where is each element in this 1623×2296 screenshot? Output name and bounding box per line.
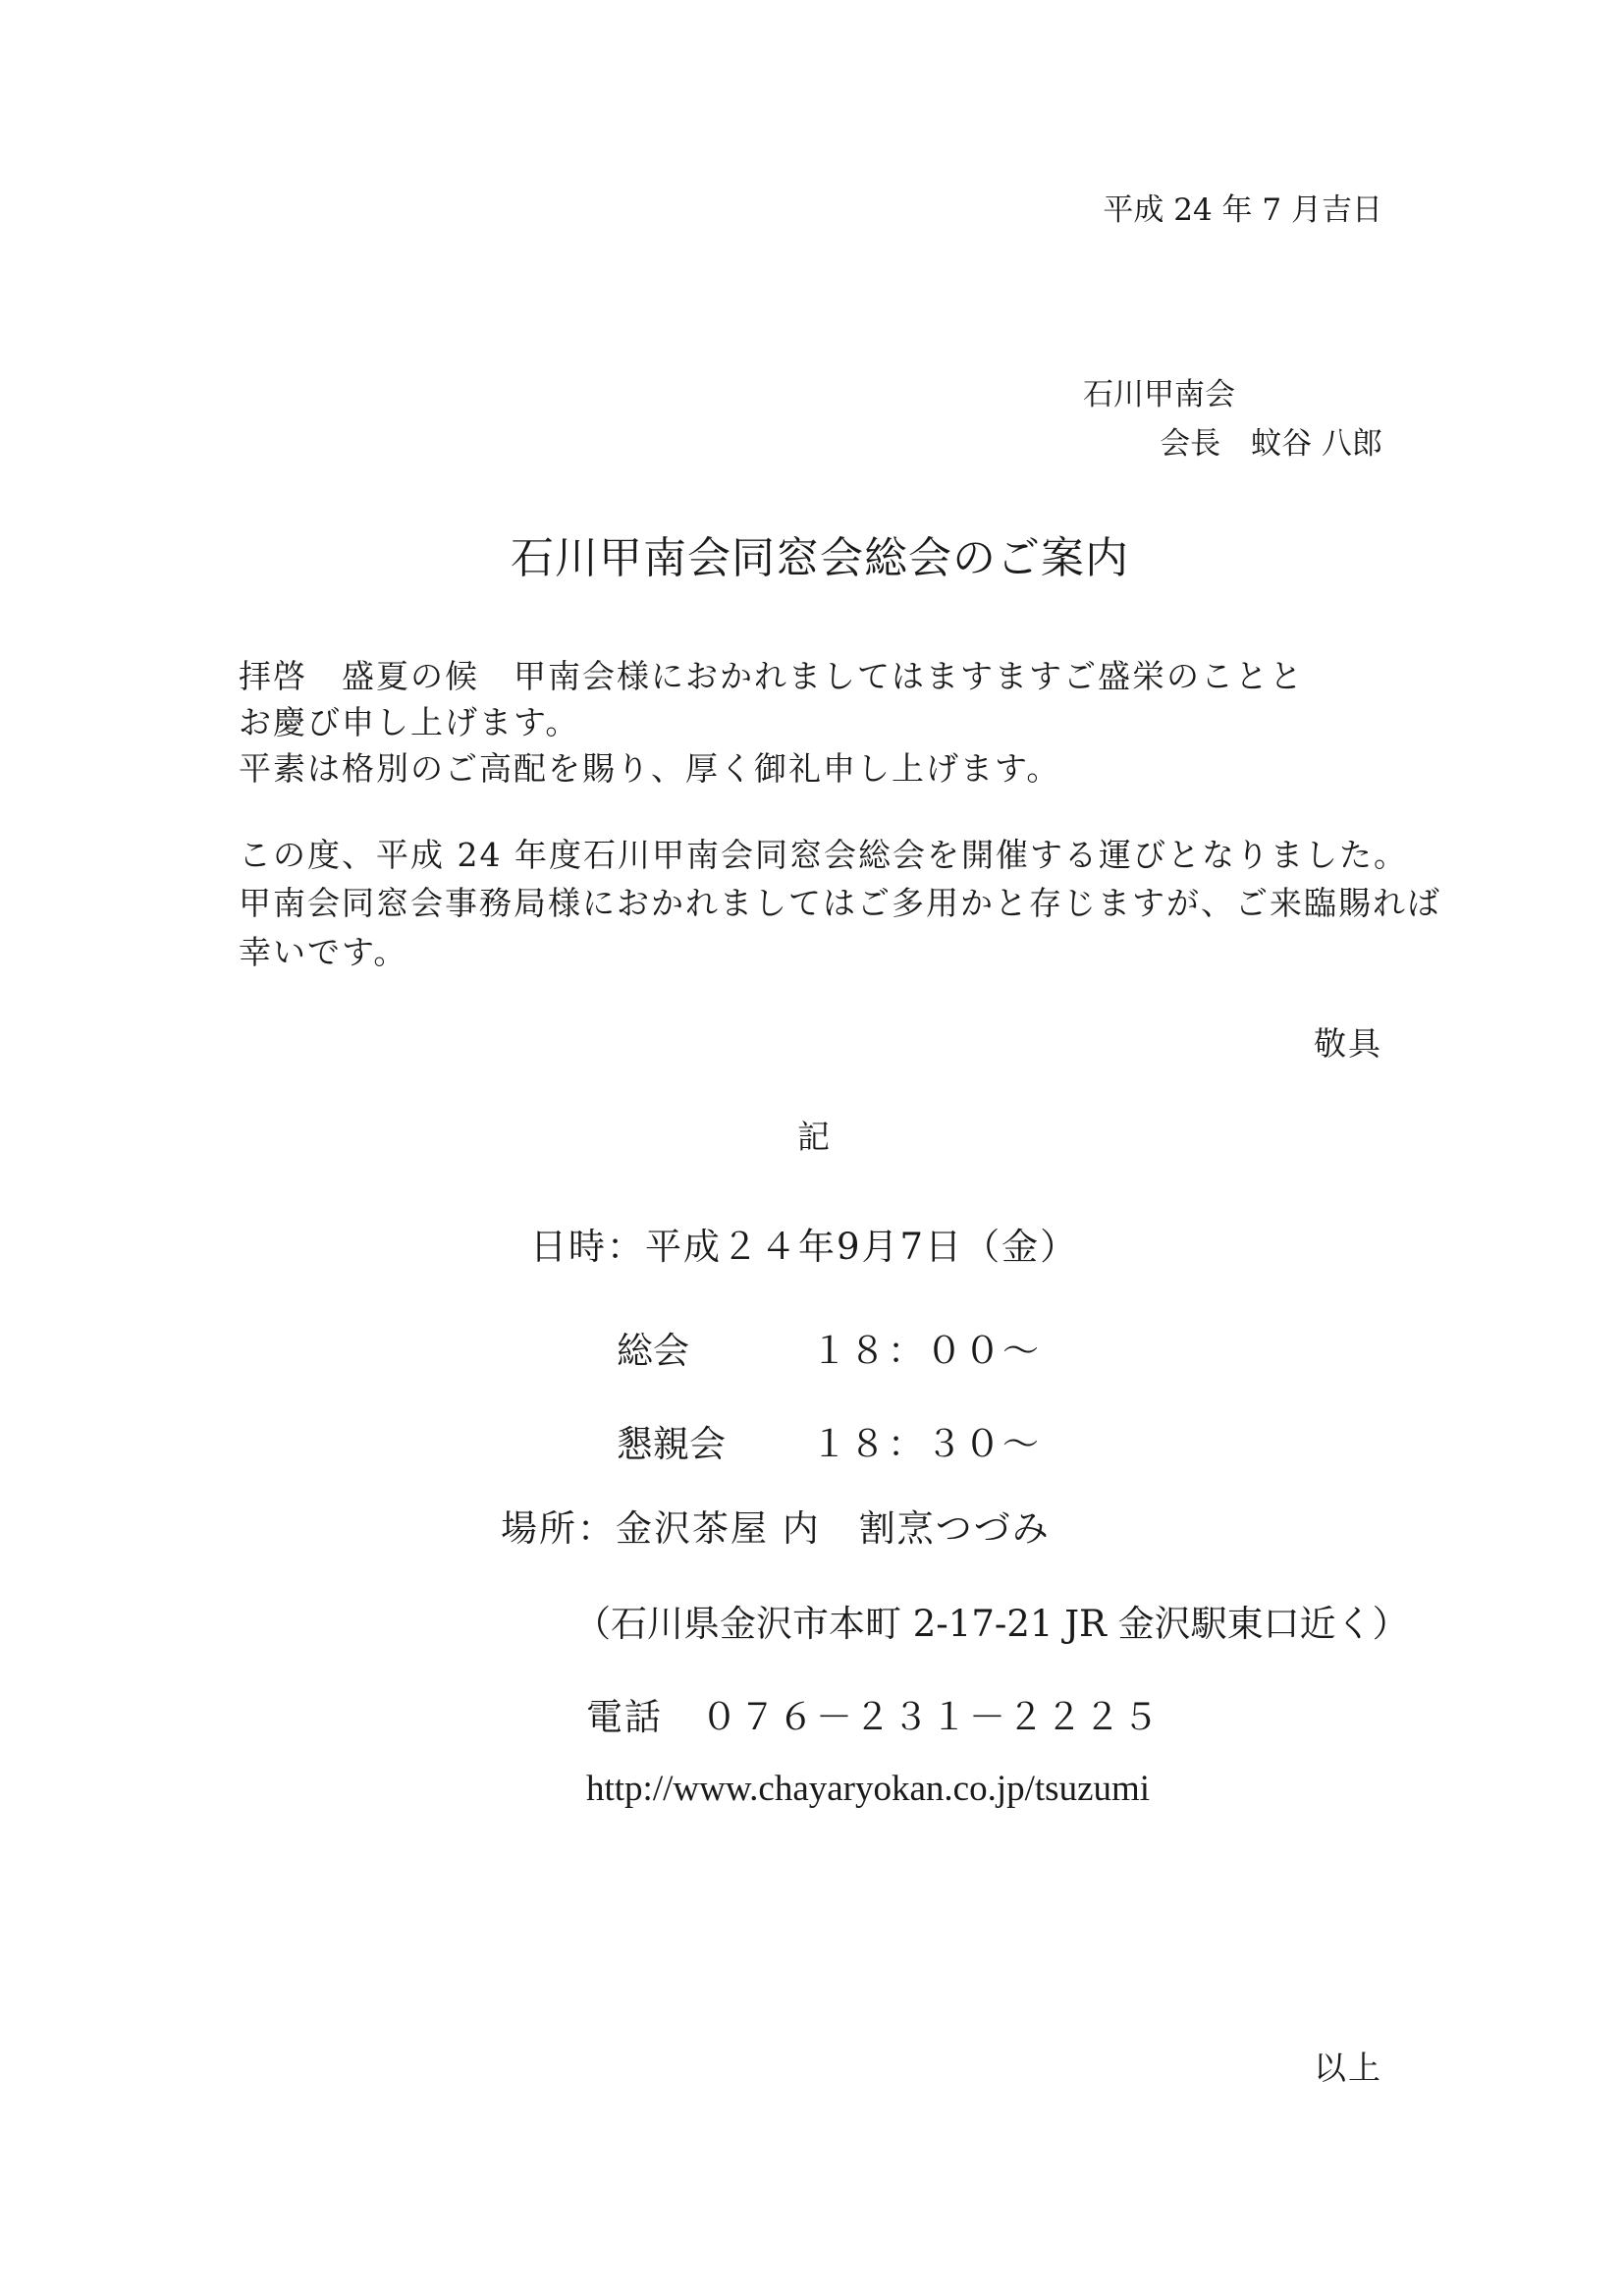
event-venue: 場所：金沢茶屋 内 割烹つづみ xyxy=(501,1507,1051,1550)
closing-keigu: 敬具 xyxy=(1314,1024,1382,1063)
venue-phone: 電話 ０７６－２３１－２２２５ xyxy=(586,1696,1161,1738)
sender-organization: 石川甲南会 xyxy=(1083,377,1235,412)
greeting-line-2: お慶び申し上げます。 xyxy=(239,703,580,741)
paragraph-2-line-2: 甲南会同窓会事務局様におかれましてはご多用かと存じますが、ご来臨賜れば xyxy=(239,884,1441,922)
venue-address: （石川県金沢市本町 2-17-21 JR 金沢駅東口近く） xyxy=(574,1603,1409,1645)
social-label: 懇親会 xyxy=(617,1423,726,1465)
paragraph-2-line-3: 幸いです。 xyxy=(239,933,408,971)
ki-marker: 記 xyxy=(797,1118,832,1156)
social-time: １８：３０～ xyxy=(811,1423,1041,1465)
document-title: 石川甲南会同窓会総会のご案内 xyxy=(511,533,1129,583)
ending-ijou: 以上 xyxy=(1314,2049,1382,2087)
greeting-line-1: 拝啓 盛夏の候 甲南会様におかれましてはますますご盛栄のことと xyxy=(239,657,1304,695)
greeting-line-3: 平素は格別のご高配を賜り、厚く御礼申し上げます。 xyxy=(239,749,1061,788)
general-meeting-label: 総会 xyxy=(617,1330,689,1372)
event-datetime: 日時：平成２４年9月7日（金） xyxy=(530,1226,1079,1268)
venue-url: http://www.chayaryokan.co.jp/tsuzumi xyxy=(586,1769,1151,1809)
paragraph-2-line-1: この度、平成 24 年度石川甲南会同窓会総会を開催する運びとなりました。 xyxy=(239,836,1408,874)
general-meeting-time: １８：００～ xyxy=(811,1330,1041,1372)
sender-name: 会長 蚊谷 八郎 xyxy=(1160,426,1382,462)
document-date: 平成 24 年 7 月吉日 xyxy=(1103,192,1382,228)
